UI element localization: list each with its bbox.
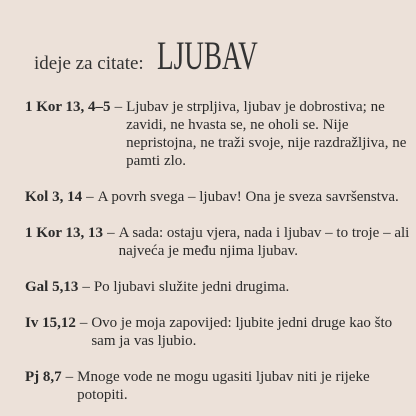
quote-separator: –: [79, 315, 88, 331]
quote-line: pamti zlo.: [126, 153, 187, 169]
quote-item: [25, 368, 409, 404]
quote-separator: –: [107, 225, 115, 241]
heading-title: LJUBAV: [156, 33, 258, 78]
quote-line: najveća je među njima ljubav.: [118, 243, 298, 259]
quote-separator: –: [86, 189, 94, 205]
quote-text: [91, 314, 392, 350]
quote-item: [25, 278, 409, 296]
quote-item: [25, 188, 409, 206]
quote-text: [119, 224, 410, 260]
quote-reference: 1 Kor 13, 13: [25, 225, 104, 241]
quote-reference: Gal 5,13: [25, 279, 79, 295]
quote-line: Ovo je moja zapovijed: ljubite jedni druge kao što: [91, 315, 393, 331]
quote-text: [126, 98, 406, 170]
quote-separator: –: [114, 99, 123, 115]
heading-subtitle: ideje za citate:: [34, 53, 144, 74]
quote-text: [94, 278, 289, 296]
quote-reference: 1 Kor 13, 4–5: [25, 99, 111, 115]
quote-reference: Kol 3, 14: [25, 189, 83, 205]
quote-line: Ljubav je strpljiva, ljubav je dobrostiva; ne: [126, 99, 385, 115]
quote-line: nepristojna, ne traži svoje, nije razdražljiva, ne: [126, 135, 407, 151]
quote-text: [77, 368, 369, 404]
quote-item: [25, 224, 409, 260]
quote-separator: –: [82, 279, 90, 295]
quote-item: [25, 98, 409, 170]
quote-separator: –: [65, 369, 74, 385]
quote-text: [98, 188, 399, 206]
quote-line: zavidi, ne hvasta se, ne oholi se. Nije: [126, 117, 349, 133]
quote-reference: Iv 15,12: [25, 315, 76, 331]
page-heading: [34, 33, 305, 78]
quote-line: A sada: ostaju vjera, nada i ljubav – to troje – ali: [118, 225, 410, 241]
quote-line: sam ja vas ljubio.: [91, 333, 197, 349]
quote-line: Po ljubavi služite jedni drugima.: [93, 279, 290, 295]
quote-reference: Pj 8,7: [25, 369, 62, 385]
quote-line: Mnoge vode ne mogu ugasiti ljubav niti je rijeke: [77, 369, 370, 385]
quote-line: potopiti.: [77, 387, 128, 403]
quote-list: [25, 98, 409, 404]
quote-line: A povrh svega – ljubav! Ona je sveza savršenstva.: [97, 189, 399, 205]
quote-item: [25, 314, 409, 350]
